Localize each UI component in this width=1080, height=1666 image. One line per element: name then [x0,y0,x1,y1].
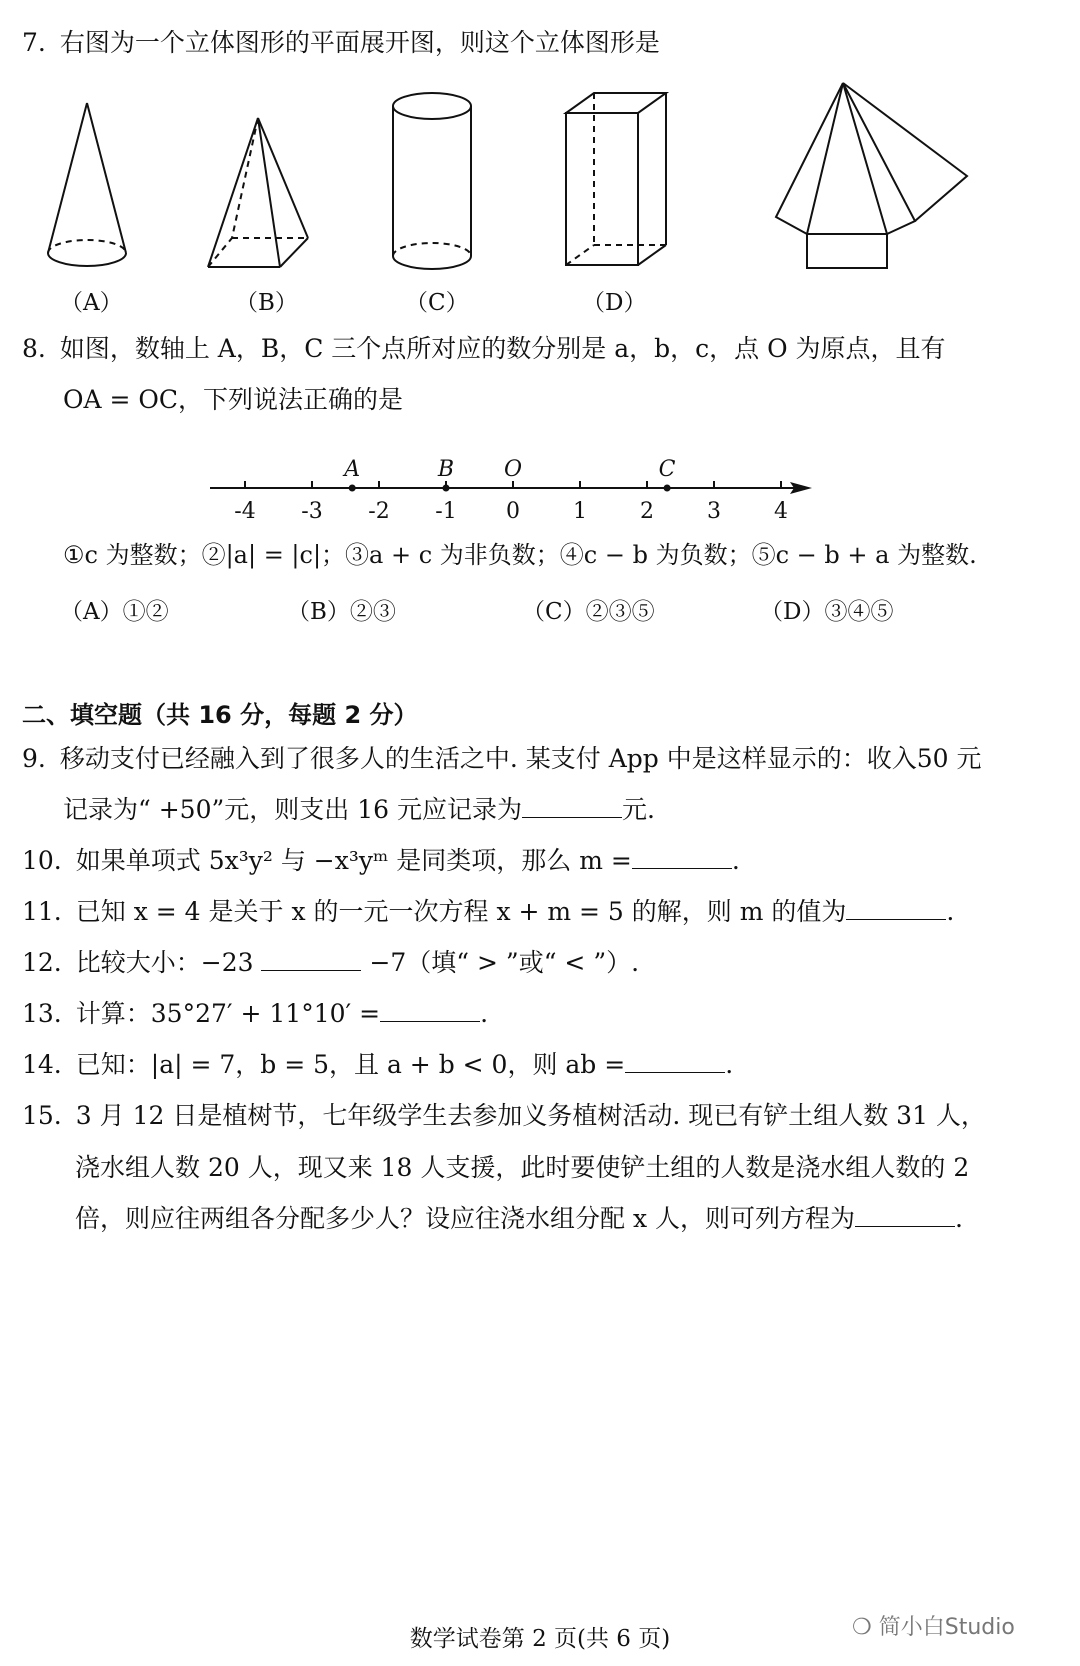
tick-label: -3 [301,499,323,524]
tick-label: -4 [234,499,256,524]
answer-blank[interactable] [261,969,361,971]
tick-label: -2 [368,499,390,524]
q11: 11. 已知 x = 4 是关于 x 的一元一次方程 x + m = 5 的解，则 m 的值为 . [22,897,955,926]
figure-prism [558,88,678,278]
tick-label: 0 [506,499,520,524]
q10: 10. 如果单项式 5x³y² 与 −x³yᵐ 是同类项，那么 m = . [22,846,740,875]
answer-blank[interactable] [625,1071,725,1073]
q15-line3: 倍，则应往两组各分配多少人？设应往浇水组分配 x 人，则可列方程为 . [75,1204,963,1233]
section-title: 二、填空题（共 16 分，每题 2 分） [22,701,418,729]
q7-text: 7. 右图为一个立体图形的平面展开图，则这个立体图形是 [22,28,660,57]
q8-option-d: （D）③④⑤ [760,599,894,625]
answer-blank[interactable] [855,1225,955,1227]
page-footer: 数学试卷第 2 页(共 6 页) [409,1626,671,1652]
q15-line2: 浇水组人数 20 人，现又来 18 人支援，此时要使铲土组的人数是浇水组人数的 2 [75,1153,970,1182]
q9-line2: 记录为“ +50”元，则支出 16 元应记录为 元. [63,795,655,824]
q8-option-b: （B）②③ [287,599,396,625]
answer-blank[interactable] [846,918,946,920]
q12: 12. 比较大小：−23 −7（填“ > ”或“ < ”）. [22,948,640,977]
wechat-icon: ❍ [852,1615,872,1640]
point-label: A [344,457,361,482]
number-line [0,450,1080,530]
tick-label: -1 [435,499,457,524]
watermark: ❍ 简小白Studio [852,1615,1015,1640]
point-label: B [437,457,455,482]
q7-option-a: （A） [60,290,123,316]
q14: 14. 已知：|a| = 7，b = 5，且 a + b < 0，则 ab = . [22,1050,734,1079]
answer-blank[interactable] [380,1020,480,1022]
q7-option-b: （B） [235,290,298,316]
figure-net [770,75,980,285]
tick-label: 1 [573,499,587,524]
point-dot [443,485,450,492]
q8-line2: OA = OC，下列说法正确的是 [63,385,404,414]
answer-blank[interactable] [522,816,622,818]
q8-option-c: （C）②③⑤ [522,599,655,625]
q8-statements: ①c 为整数；②|a| = |c|；③a + c 为非负数；④c − b 为负数；⑤c − b + a 为整数. [63,541,977,569]
figure-cone [40,95,140,275]
answer-blank[interactable] [632,867,732,869]
q13: 13. 计算：35°27′ + 11°10′ = . [22,999,489,1028]
q8-option-a: （A）①② [60,599,169,625]
figure-cylinder [385,88,485,278]
tick-label: 4 [774,499,788,524]
q15-line1: 15. 3 月 12 日是植树节，七年级学生去参加义务植树活动. 现已有铲土组人数 31 人， [22,1101,986,1130]
q8-line1: 8. 如图，数轴上 A，B，C 三个点所对应的数分别是 a，b，c，点 O 为原点，且有 [22,334,946,363]
q9-line1: 9. 移动支付已经融入到了很多人的生活之中. 某支付 App 中是这样显示的：收入50 元 [22,744,982,773]
point-label: C [658,457,676,482]
tick-label: 2 [640,499,654,524]
q7-option-d: （D） [582,290,647,316]
point-label: O [503,457,523,482]
point-dot [664,485,671,492]
point-dot [349,485,356,492]
q7-option-c: （C） [405,290,469,316]
figure-pyramid [200,110,320,280]
tick-label: 3 [707,499,721,524]
